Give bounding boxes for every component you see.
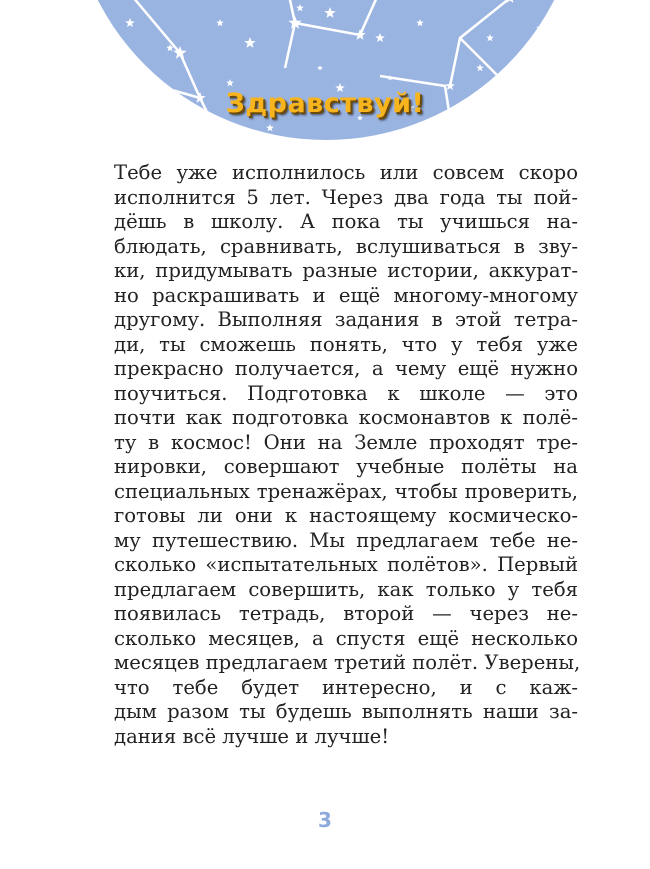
text-line: появилась тетрадь, второй — через не-: [114, 602, 578, 625]
star-icon: [387, 75, 393, 80]
page-number: 3: [318, 808, 332, 832]
text-line: ди, ты сможешь понять, что у тебя уже: [114, 332, 578, 356]
text-line: дёшь в школу. А пока ты учишься на-: [114, 210, 578, 233]
star-icon: [125, 18, 135, 27]
star-icon: [317, 65, 323, 70]
star-icon: [375, 33, 385, 42]
star-icon: [244, 37, 255, 48]
starry-sky-illustration: [70, 0, 582, 140]
text-line: му путешествию. Мы предлагаем тебе не-: [114, 528, 578, 552]
text-line: месяцев предлагаем третий полёт. Уверены,: [114, 651, 581, 674]
text-line: нировки, совершают учебные полёты на: [114, 455, 578, 478]
text-line: сколько месяцев, а спустя ещё несколько: [114, 626, 578, 650]
text-line: но раскрашивать и ещё многому-многому: [114, 283, 578, 307]
star-icon: [416, 19, 424, 26]
intro-paragraph: [114, 161, 581, 749]
page-title: Здравствуй!: [225, 88, 425, 119]
star-icon: [226, 79, 234, 86]
text-line: поучиться. Подготовка к школе — это: [114, 381, 578, 405]
star-icon: [432, 130, 438, 135]
star-icon: [486, 34, 494, 41]
text-line: дым разом ты будешь выполнять наши за-: [114, 700, 578, 723]
star-icon: [536, 24, 544, 31]
text-line: дания всё лучше и лучше!: [114, 724, 390, 748]
star-icon: [216, 19, 224, 26]
text-line: ки, придумывать разные истории, аккурат-: [114, 259, 578, 282]
text-line: прекрасно получается, а чему ещё нужно: [114, 357, 578, 380]
text-line: сколько «испытательных полётов». Первый: [114, 553, 578, 576]
star-icon: [296, 4, 304, 11]
star-icon: [354, 29, 365, 40]
text-line: что тебе будет интересно, и с каж-: [114, 675, 578, 699]
text-line: готовы ли они к настоящему космическо-: [114, 504, 578, 527]
text-line: Тебе уже исполнилось или совсем скоро: [114, 161, 578, 184]
star-icon: [324, 7, 335, 18]
text-line: почти как подготовка космонавтов к полё-: [114, 406, 578, 429]
star-icon: [266, 124, 274, 131]
text-line: ту в космос! Они на Земле проходят тре-: [114, 430, 578, 454]
text-line: другому. Выполняя задания в этой тетра-: [114, 308, 578, 331]
star-icon: [476, 64, 484, 71]
text-line: блюдать, сравнивать, вслушиваться в зву-: [114, 234, 578, 258]
star-icon: [106, 74, 114, 81]
text-line: предлагаем совершить, как только у тебя: [114, 577, 578, 601]
constellations-icon: [70, 0, 582, 140]
star-icon: [217, 125, 223, 130]
text-line: исполнится 5 лет. Через два года ты пой-: [114, 185, 578, 209]
text-line: специальных тренажёрах, чтобы проверить,: [114, 479, 578, 503]
